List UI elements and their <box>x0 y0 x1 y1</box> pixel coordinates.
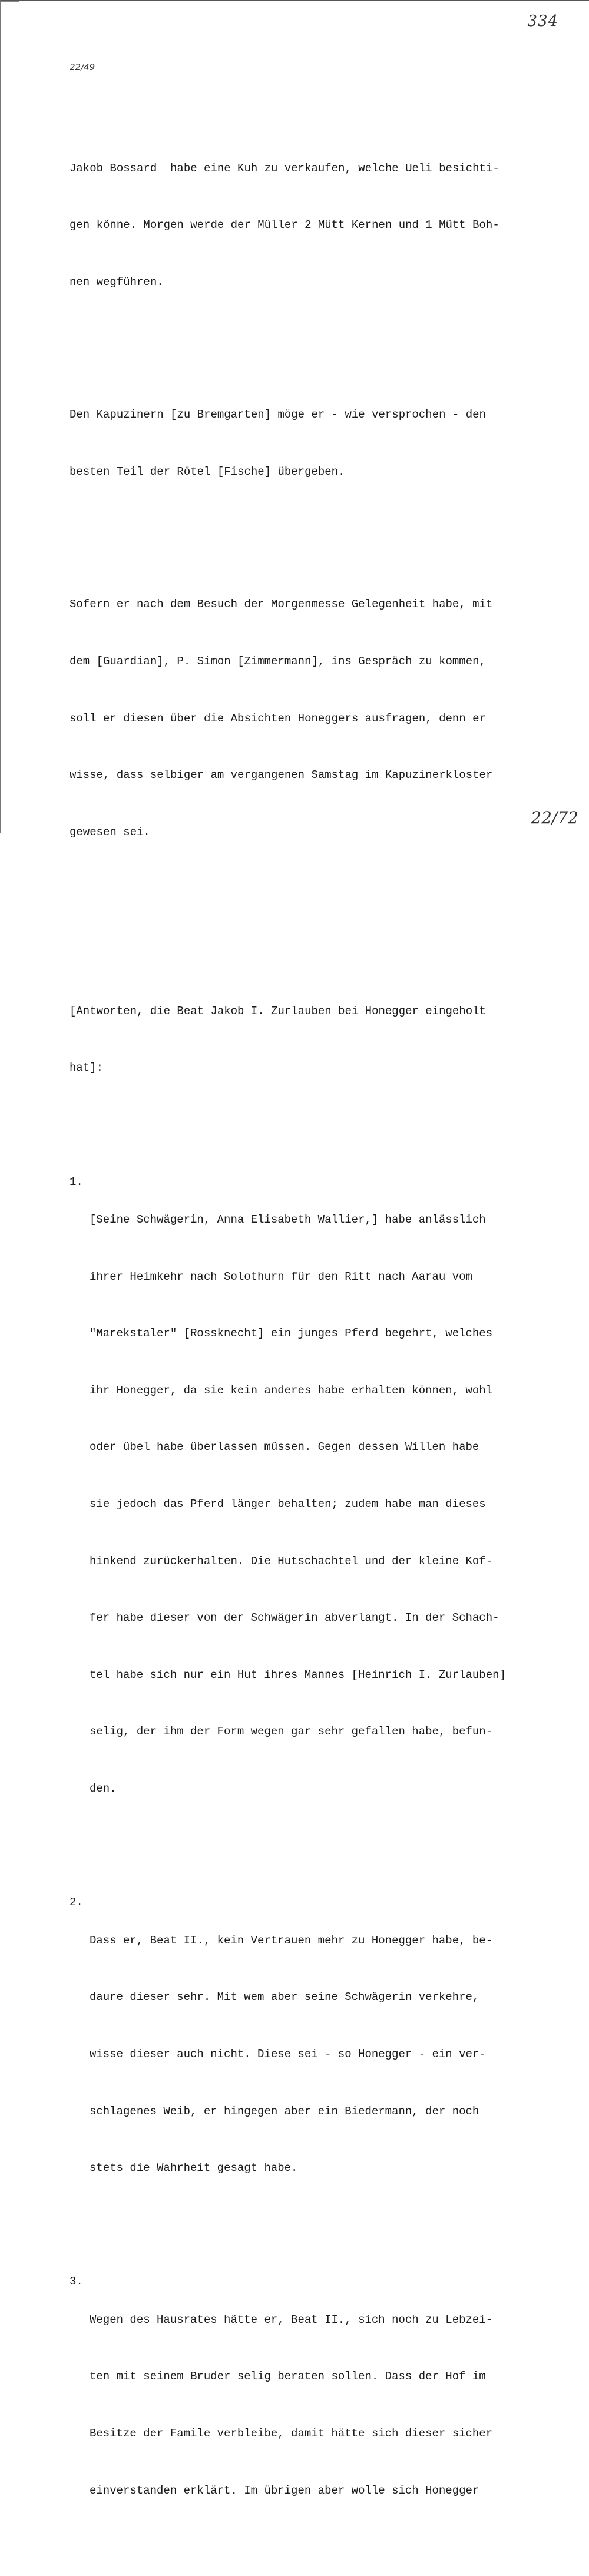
text-line: Wegen des Hausrates hätte er, Beat II., sich noch zu Lebzei- <box>90 2313 493 2326</box>
text-line: Jakob Bossard habe eine Kuh zu verkaufen, welche Ueli besichti- <box>70 161 499 175</box>
item-text <box>90 2272 541 2538</box>
text-line: stets die Wahrheit gesagt habe. <box>90 2161 298 2175</box>
document-body <box>70 83 541 2576</box>
item-text <box>90 1893 541 2215</box>
text-line: dem [Guardian], P. Simon [Zimmermann], ins Gespräch zu kommen, <box>70 655 486 668</box>
item-number: 1. <box>70 1175 83 1188</box>
text-line: hinkend zurückerhalten. Die Hutschachtel und der kleine Kof- <box>90 1554 493 1568</box>
text-line: schlagenes Weib, er hingegen aber ein Biedermann, der noch <box>90 2104 479 2118</box>
text-line: fer habe dieser von der Schwägerin abverlangt. In der Schach- <box>90 1611 499 1625</box>
text-line: "Marekstaler" [Rossknecht] ein junges Pferd begehrt, welches <box>90 1327 493 1340</box>
intro-paragraph <box>70 121 541 329</box>
text-line: ten mit seinem Bruder selig beraten sollen. Dass der Hof im <box>90 2370 486 2383</box>
text-line: oder übel habe überlassen müssen. Gegen dessen Willen habe <box>90 1441 479 1454</box>
text-line: tel habe sich nur ein Hut ihres Mannes [Heinrich I. Zurlauben] <box>90 1668 506 1681</box>
text-line: daure dieser sehr. Mit wem aber seine Schwägerin verkehre, <box>90 1991 479 2004</box>
text-line: einverstanden erklärt. Im übrigen aber wolle sich Honegger <box>90 2484 479 2497</box>
folio-number: 334 <box>527 12 558 30</box>
kapuziner-paragraph <box>70 367 541 519</box>
item-text <box>90 1173 541 1836</box>
item-number: 3. <box>70 2275 83 2289</box>
text-line: nen wegführen. <box>70 276 164 289</box>
text-line: gewesen sei. <box>70 825 150 839</box>
text-line: sie jedoch das Pferd länger behalten; zudem habe man dieses <box>90 1498 486 1511</box>
answers-heading <box>70 963 541 1115</box>
text-line: selig, der ihm der Form wegen gar sehr gefallen habe, befun- <box>90 1725 493 1739</box>
text-line: Besitze der Famile verbleibe, damit hätte sich dieser sicher <box>90 2426 493 2440</box>
text-line: gen könne. Morgen werde der Müller 2 Mütt Kernen und 1 Mütt Boh- <box>70 218 499 232</box>
text-line: besten Teil der Rötel [Fische] übergeben. <box>70 465 345 479</box>
answer-item-3 <box>70 2272 541 2538</box>
text-line: Den Kapuzinern [zu Bremgarten] möge er - wie versprochen - den <box>70 408 486 422</box>
text-line: den. <box>90 1782 117 1796</box>
text-line: ihrer Heimkehr nach Solothurn für den Ritt nach Aarau vom <box>90 1270 472 1283</box>
answer-item-1 <box>70 1173 541 1836</box>
text-line: Sofern er nach dem Besuch der Morgenmesse Gelegenheit habe, mit <box>70 598 493 611</box>
item-number: 2. <box>70 1896 83 1909</box>
text-line: ihr Honegger, da sie kein anderes habe erhalten können, wohl <box>90 1383 493 1397</box>
text-line: hat]: <box>70 1061 104 1075</box>
text-line: wisse dieser auch nicht. Diese sei - so Honegger - ein ver- <box>90 2047 486 2061</box>
scan-edge-mark <box>1 1 19 2</box>
text-line: [Seine Schwägerin, Anna Elisabeth Wallier,] habe anlässlich <box>90 1213 486 1226</box>
guardian-paragraph <box>70 557 541 879</box>
text-line: wisse, dass selbiger am vergangenen Samstag im Kapuzinerkloster <box>70 769 493 782</box>
text-line: Dass er, Beat II., kein Vertrauen mehr zu Honegger habe, be- <box>90 1933 493 1947</box>
reference-number: 22/49 <box>70 62 95 72</box>
corner-mark: 22/72 <box>531 808 578 827</box>
text-line: soll er diesen über die Absichten Honeggers ausfragen, denn er <box>70 711 486 725</box>
answer-item-2 <box>70 1893 541 2215</box>
text-line: [Antworten, die Beat Jakob I. Zurlauben bei Honegger eingeholt <box>70 1004 486 1018</box>
